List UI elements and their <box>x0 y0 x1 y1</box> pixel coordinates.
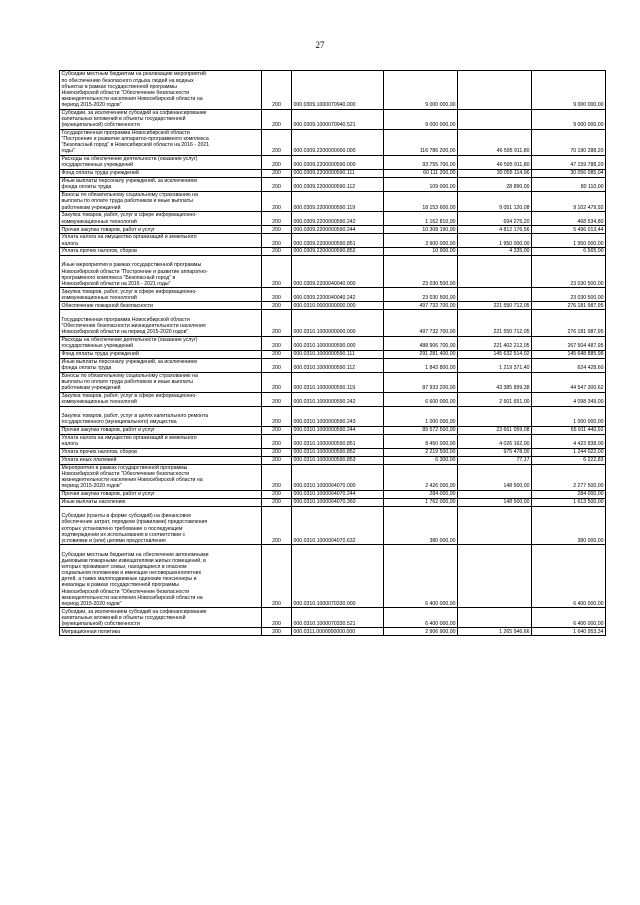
table-row <box>60 226 606 234</box>
row-approved-cell: 284 000,00 <box>384 490 458 498</box>
row-code-cell: 200 <box>262 456 292 464</box>
row-executed-cell: 221 550 712,05 <box>458 302 532 310</box>
row-code-cell: 200 <box>262 628 292 636</box>
row-executed-cell <box>458 109 532 129</box>
row-approved-cell: 8 450 000,00 <box>384 434 458 448</box>
row-code-cell: 200 <box>262 170 292 178</box>
row-approved-cell: 89 572 500,00 <box>384 426 458 434</box>
table-row <box>60 255 606 287</box>
row-executed-cell: 1 265 946,66 <box>458 628 532 636</box>
row-approved-cell: 380 000,00 <box>384 506 458 545</box>
row-name-cell: Уплата налога на имущество организаций и земельного налога <box>60 434 262 448</box>
row-approved-cell: 2 906 900,00 <box>384 628 458 636</box>
table-row <box>60 350 606 358</box>
row-code-cell: 200 <box>262 109 292 129</box>
row-remaining-cell: 1 950 000,00 <box>532 234 606 248</box>
row-code-cell: 200 <box>262 506 292 545</box>
table-row <box>60 372 606 392</box>
row-remaining-cell: 1 613 500,00 <box>532 498 606 506</box>
row-kbk-cell: 000.0310.1000004070.632 <box>292 506 384 545</box>
row-code-cell: 200 <box>262 426 292 434</box>
row-kbk-cell: 000.0310.1000000590.242 <box>292 392 384 406</box>
row-remaining-cell: 1 000 000,00 <box>532 406 606 426</box>
row-executed-cell: 148 500,00 <box>458 464 532 490</box>
row-code-cell: 200 <box>262 212 292 226</box>
row-approved-cell: 9 000 000,00 <box>384 109 458 129</box>
row-remaining-cell: 80 110,00 <box>532 177 606 191</box>
row-remaining-cell: 276 181 987,95 <box>532 310 606 336</box>
row-remaining-cell: 624 428,60 <box>532 358 606 372</box>
row-name-cell: Иные выплаты населению <box>60 498 262 506</box>
row-name-cell: Закупка товаров, работ, услуг в сфере информационно- коммуникационных технологий <box>60 288 262 302</box>
row-approved-cell: 87 933 200,00 <box>384 372 458 392</box>
row-kbk-cell: 000.0310.1000000590.243 <box>292 406 384 426</box>
row-code-cell: 200 <box>262 234 292 248</box>
row-remaining-cell: 9 000 000,00 <box>532 109 606 129</box>
row-approved-cell: 2 426 000,00 <box>384 464 458 490</box>
row-name-cell: Взносы по обязательному социальному страхованию на выплаты по оплате труда работников и иные выплаты работникам учреждений <box>60 191 262 211</box>
row-kbk-cell: 000.0309.2200000590.851 <box>292 234 384 248</box>
row-remaining-cell: 70 190 288,20 <box>532 129 606 155</box>
row-remaining-cell: 6 400 000,00 <box>532 545 606 608</box>
row-approved-cell: 18 153 600,00 <box>384 191 458 211</box>
row-code-cell: 200 <box>262 248 292 256</box>
page-number: 27 <box>315 40 325 50</box>
row-approved-cell: 10 308 190,00 <box>384 226 458 234</box>
row-name-cell: Прочая закупка товаров, работ и услуг <box>60 426 262 434</box>
row-approved-cell: 497 732 700,00 <box>384 302 458 310</box>
row-code-cell: 200 <box>262 191 292 211</box>
row-code-cell: 200 <box>262 392 292 406</box>
row-approved-cell: 6 300,00 <box>384 456 458 464</box>
row-executed-cell: 221 550 712,05 <box>458 310 532 336</box>
row-kbk-cell: 000.0310.1000000590.853 <box>292 456 384 464</box>
table-row <box>60 71 606 110</box>
table-row <box>60 177 606 191</box>
budget-execution-table <box>59 70 606 636</box>
table-body <box>60 71 606 636</box>
row-approved-cell: 9 000 000,00 <box>384 71 458 110</box>
row-name-cell: Уплата налога на имущество организаций и земельного налога <box>60 234 262 248</box>
row-kbk-cell: 000.0310.1000004070.000 <box>292 464 384 490</box>
row-name-cell: Государственная программа Новосибирской области "Обеспечение безопасности жизнедеятельности населения Новосибирской области на период 2015-2020 годов" <box>60 310 262 336</box>
row-executed-cell: 4 026 162,00 <box>458 434 532 448</box>
row-executed-cell: 145 632 514,02 <box>458 350 532 358</box>
row-code-cell: 200 <box>262 288 292 302</box>
row-code-cell: 200 <box>262 310 292 336</box>
row-remaining-cell: 6 400 000,00 <box>532 608 606 628</box>
row-remaining-cell: 468 534,80 <box>532 212 606 226</box>
row-remaining-cell: 380 000,00 <box>532 506 606 545</box>
row-name-cell: Расходы на обеспечение деятельности (оказание услуг) государственных учреждений <box>60 155 262 169</box>
table-row <box>60 155 606 169</box>
row-code-cell: 200 <box>262 350 292 358</box>
row-remaining-cell: 4 423 838,00 <box>532 434 606 448</box>
row-executed-cell: 23 661 059,08 <box>458 426 532 434</box>
row-kbk-cell: 000.0311.0000000000.000 <box>292 628 384 636</box>
row-code-cell: 200 <box>262 545 292 608</box>
row-kbk-cell: 000.0310.1000000590.112 <box>292 358 384 372</box>
row-approved-cell: 23 030 500,00 <box>384 288 458 302</box>
table-row <box>60 456 606 464</box>
row-name-cell: Субсидии местным бюджетам на реализацию мероприятий по обеспечению безопасного отдыха людей на водных объектах в рамках государственной программы Новосибирской области "Обеспечение безопасности жизнедеятельности населения Новосибирской области на период 2015-2020 годов" <box>60 71 262 110</box>
row-kbk-cell: 000.0310.0000000000.000 <box>292 302 384 310</box>
table-row <box>60 448 606 456</box>
row-kbk-cell: 000.0310.1000070330.521 <box>292 608 384 628</box>
table-row <box>60 248 606 256</box>
row-approved-cell: 488 906 700,00 <box>384 336 458 350</box>
table-row <box>60 608 606 628</box>
row-executed-cell: 30 055 114,96 <box>458 170 532 178</box>
row-code-cell: 200 <box>262 71 292 110</box>
row-remaining-cell: 284 000,00 <box>532 490 606 498</box>
row-kbk-cell: 000.0310.1000000590.000 <box>292 336 384 350</box>
row-remaining-cell: 2 277 500,00 <box>532 464 606 490</box>
row-approved-cell: 6 400 000,00 <box>384 608 458 628</box>
row-approved-cell: 291 281 400,00 <box>384 350 458 358</box>
row-kbk-cell: 000.0309.2200000590.244 <box>292 226 384 234</box>
row-approved-cell: 116 786 200,00 <box>384 129 458 155</box>
row-name-cell: Обеспечение пожарной безопасности <box>60 302 262 310</box>
row-kbk-cell: 000.0310.1000000590.244 <box>292 426 384 434</box>
table-row <box>60 288 606 302</box>
row-kbk-cell: 000.0310.1000000590.851 <box>292 434 384 448</box>
row-approved-cell: 3 900 000,00 <box>384 234 458 248</box>
row-executed-cell: 4 335,00 <box>458 248 532 256</box>
table-row <box>60 490 606 498</box>
row-kbk-cell: 000.0310.1000070330.000 <box>292 545 384 608</box>
table-row <box>60 109 606 129</box>
row-approved-cell: 23 030 500,00 <box>384 255 458 287</box>
row-remaining-cell: 47 159 788,20 <box>532 155 606 169</box>
row-remaining-cell: 30 056 085,04 <box>532 170 606 178</box>
row-name-cell: Субсидии местным бюджетам на обеспечение автономными дымовыми пожарными извещателями жилых помещений, в которых проживают семьи, находящиеся в опасном социальном положении и имеющие несовершеннолетних детей, а также малоподвижные одинокие пенсионеры и инвалиды в рамках государственной программы Новосибирской области "Обеспечение безопасности жизнедеятельности населения Новосибирской области на период 2015-2020 годов" <box>60 545 262 608</box>
row-executed-cell: 46 595 911,80 <box>458 129 532 155</box>
row-code-cell: 200 <box>262 464 292 490</box>
row-name-cell: Взносы по обязательному социальному страхованию на выплаты по оплате труда работников и иные выплаты работникам учреждений <box>60 372 262 392</box>
row-code-cell: 200 <box>262 358 292 372</box>
row-executed-cell <box>458 608 532 628</box>
row-name-cell: Субсидии, за исключением субсидий на софинансирование капитальных вложений в объекты государственной (муниципальной) собственности <box>60 608 262 628</box>
row-name-cell: Уплата прочих налогов, сборов <box>60 448 262 456</box>
row-executed-cell <box>458 406 532 426</box>
table-row <box>60 406 606 426</box>
row-approved-cell: 1 762 000,00 <box>384 498 458 506</box>
row-executed-cell: 1 950 000,00 <box>458 234 532 248</box>
row-remaining-cell: 6 565,00 <box>532 248 606 256</box>
row-approved-cell: 109 000,00 <box>384 177 458 191</box>
row-approved-cell: 6 400 000,00 <box>384 545 458 608</box>
row-approved-cell: 93 755 700,00 <box>384 155 458 169</box>
row-name-cell: Мероприятия в рамках государственной программы Новосибирской области "Обеспечение безопасности жизнедеятельности населения Новосибирской области на период 2015-2020 годов" <box>60 464 262 490</box>
table-row <box>60 506 606 545</box>
row-code-cell: 200 <box>262 129 292 155</box>
row-executed-cell: 28 890,00 <box>458 177 532 191</box>
row-name-cell: Субсидии, за исключением субсидий на софинансирование капитальных вложений в объекты государственной (муниципальной) собственности <box>60 109 262 129</box>
row-remaining-cell: 65 911 440,92 <box>532 426 606 434</box>
row-approved-cell: 2 219 500,00 <box>384 448 458 456</box>
row-name-cell: Иные мероприятия в рамках государственной программы Новосибирской области "Построение и развитие аппаратно- программного комплекса "Безопасный город" в Новосибирской области на 2016 - 2021 годы" <box>60 255 262 287</box>
row-remaining-cell: 44 547 300,62 <box>532 372 606 392</box>
table-row <box>60 170 606 178</box>
row-executed-cell: 43 385 899,38 <box>458 372 532 392</box>
row-executed-cell: 9 051 120,08 <box>458 191 532 211</box>
row-executed-cell: 221 402 212,05 <box>458 336 532 350</box>
row-kbk-cell: 000.0309.2200040040.000 <box>292 255 384 287</box>
row-remaining-cell: 23 030 500,00 <box>532 288 606 302</box>
row-executed-cell <box>458 506 532 545</box>
row-kbk-cell: 000.0309.2200000590.000 <box>292 155 384 169</box>
row-name-cell: Миграционная политика <box>60 628 262 636</box>
row-approved-cell: 6 600 000,00 <box>384 392 458 406</box>
row-kbk-cell: 000.0309.2200000590.852 <box>292 248 384 256</box>
row-approved-cell: 1 162 810,00 <box>384 212 458 226</box>
row-code-cell: 200 <box>262 226 292 234</box>
row-kbk-cell: 000.0309.2200000590.112 <box>292 177 384 191</box>
row-remaining-cell: 23 030 500,00 <box>532 255 606 287</box>
table-row <box>60 498 606 506</box>
row-code-cell: 200 <box>262 155 292 169</box>
table-row <box>60 434 606 448</box>
table-row <box>60 464 606 490</box>
row-executed-cell: 2 501 651,00 <box>458 392 532 406</box>
row-kbk-cell: 000.0309.2200000590.119 <box>292 191 384 211</box>
row-kbk-cell: 000.0310.1000000590.119 <box>292 372 384 392</box>
row-executed-cell <box>458 288 532 302</box>
row-executed-cell: 4 812 176,56 <box>458 226 532 234</box>
row-remaining-cell: 9 000 000,00 <box>532 71 606 110</box>
row-code-cell: 200 <box>262 448 292 456</box>
table-row <box>60 310 606 336</box>
row-remaining-cell: 276 181 987,95 <box>532 302 606 310</box>
row-name-cell: Государственная программа Новосибирской области "Построение и развитие аппаратно-программного комплекса "Безопасный город" в Новосибирской области на 2016 - 2021 годы" <box>60 129 262 155</box>
row-remaining-cell: 267 504 487,95 <box>532 336 606 350</box>
table-row <box>60 392 606 406</box>
table-row <box>60 234 606 248</box>
row-name-cell: Уплата прочих налогов, сборов <box>60 248 262 256</box>
row-name-cell: Прочая закупка товаров, работ и услуг <box>60 490 262 498</box>
row-remaining-cell: 1 244 022,00 <box>532 448 606 456</box>
row-executed-cell: 1 219 371,40 <box>458 358 532 372</box>
row-name-cell: Фонд оплаты труда учреждений <box>60 170 262 178</box>
row-kbk-cell: 000.0309.1000070940.521 <box>292 109 384 129</box>
row-kbk-cell: 000.0309.2200040040.242 <box>292 288 384 302</box>
row-approved-cell: 1 843 800,00 <box>384 358 458 372</box>
row-code-cell: 200 <box>262 406 292 426</box>
table-row <box>60 336 606 350</box>
row-name-cell: Закупка товаров, работ, услуг в сфере информационно- коммуникационных технологий <box>60 392 262 406</box>
row-name-cell: Прочая закупка товаров, работ и услуг <box>60 226 262 234</box>
row-name-cell: Субсидии (гранты в форме субсидий) на финансовое обеспечение затрат, порядком (правилами) предоставления которых установлено требование о последующем подтверждении их использования в соответствии с условиями и (или) целями предоставления <box>60 506 262 545</box>
row-kbk-cell: 000.0310.1000004070.360 <box>292 498 384 506</box>
row-executed-cell: 148 500,00 <box>458 498 532 506</box>
row-name-cell: Расходы на обеспечение деятельности (оказание услуг) государственных учреждений <box>60 336 262 350</box>
table-row <box>60 212 606 226</box>
row-name-cell: Закупка товаров, работ, услуг в сфере информационно- коммуникационных технологий <box>60 212 262 226</box>
table-row <box>60 426 606 434</box>
row-remaining-cell: 1 640 953,34 <box>532 628 606 636</box>
row-executed-cell: 77,17 <box>458 456 532 464</box>
row-code-cell: 200 <box>262 498 292 506</box>
row-code-cell: 200 <box>262 302 292 310</box>
row-name-cell: Иные выплаты персоналу учреждений, за исключением фонда оплаты труда <box>60 358 262 372</box>
row-name-cell: Иные выплаты персоналу учреждений, за исключением фонда оплаты труда <box>60 177 262 191</box>
row-kbk-cell: 000.0309.2200000590.242 <box>292 212 384 226</box>
row-kbk-cell: 000.0310.1000000590.111 <box>292 350 384 358</box>
row-code-cell: 200 <box>262 336 292 350</box>
row-remaining-cell: 6 222,83 <box>532 456 606 464</box>
row-remaining-cell: 5 496 013,44 <box>532 226 606 234</box>
row-remaining-cell: 145 648 885,98 <box>532 350 606 358</box>
row-code-cell: 200 <box>262 372 292 392</box>
row-kbk-cell: 000.0309.2200000000.000 <box>292 129 384 155</box>
row-code-cell: 200 <box>262 255 292 287</box>
table-row <box>60 358 606 372</box>
table-row <box>60 191 606 211</box>
row-code-cell: 200 <box>262 177 292 191</box>
row-approved-cell: 10 900,00 <box>384 248 458 256</box>
row-remaining-cell: 4 098 349,00 <box>532 392 606 406</box>
row-approved-cell: 497 732 700,00 <box>384 310 458 336</box>
table-row <box>60 628 606 636</box>
row-name-cell: Закупка товаров, работ, услуг в целях капитального ремонта государственного (муниципального) имущества <box>60 406 262 426</box>
row-kbk-cell: 000.0310.1000000590.852 <box>292 448 384 456</box>
row-code-cell: 200 <box>262 490 292 498</box>
row-executed-cell: 46 595 911,80 <box>458 155 532 169</box>
row-executed-cell: 975 478,00 <box>458 448 532 456</box>
row-kbk-cell: 000.0310.1000000000.000 <box>292 310 384 336</box>
row-executed-cell <box>458 255 532 287</box>
row-name-cell: Уплата иных платежей <box>60 456 262 464</box>
table-row <box>60 302 606 310</box>
table-row <box>60 129 606 155</box>
row-remaining-cell: 9 102 479,92 <box>532 191 606 211</box>
row-executed-cell <box>458 545 532 608</box>
row-executed-cell <box>458 71 532 110</box>
row-executed-cell <box>458 490 532 498</box>
row-kbk-cell: 000.0310.1000004070.244 <box>292 490 384 498</box>
row-code-cell: 200 <box>262 608 292 628</box>
table-row <box>60 545 606 608</box>
row-name-cell: Фонд оплаты труда учреждений <box>60 350 262 358</box>
row-approved-cell: 60 111 200,00 <box>384 170 458 178</box>
row-executed-cell: 694 275,20 <box>458 212 532 226</box>
row-kbk-cell: 000.0309.1000070940.000 <box>292 71 384 110</box>
row-approved-cell: 1 000 000,00 <box>384 406 458 426</box>
row-kbk-cell: 000.0309.2200000590.111 <box>292 170 384 178</box>
row-code-cell: 200 <box>262 434 292 448</box>
